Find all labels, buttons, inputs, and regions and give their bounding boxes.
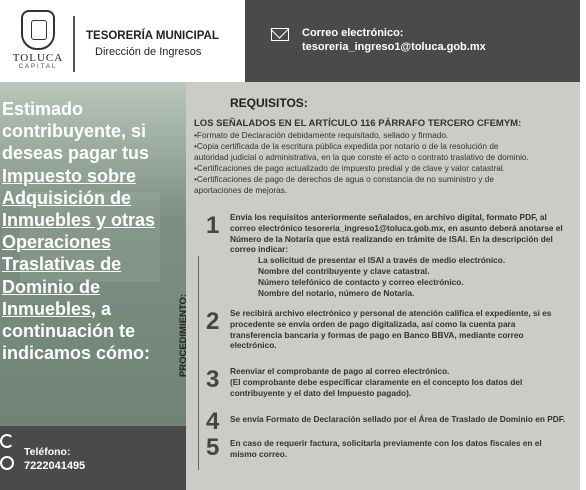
step-text (230, 414, 580, 425)
intro-text (2, 98, 186, 364)
step-number: 4 (206, 408, 220, 435)
phone-footer (0, 426, 186, 490)
info-panel (178, 82, 580, 490)
step-line: (El comprobante debe especificar claramente en el concepto los datos del (230, 376, 523, 387)
logo-subtitle: CAPITAL (18, 64, 58, 70)
procedure-label: PROCEDIMIENTO: (178, 293, 190, 378)
department-subtitle: Dirección de Ingresos (95, 46, 202, 58)
intro-line (2, 298, 186, 320)
department-title: TESORERÍA MUNICIPAL (86, 30, 219, 42)
step-text (230, 308, 580, 351)
requirement-item: •Certificaciones de pago actualizado de impuesto predial y de clave y valor catastral. (194, 163, 505, 173)
header-contact (245, 0, 580, 82)
page-header (0, 0, 580, 82)
city-seal-icon (21, 10, 55, 50)
intro-line: Estimado (2, 99, 84, 119)
step-line: En caso de requerir factura, solicitarla previamente con los datos fiscales en el (230, 438, 542, 448)
step-line: mismo correo. (230, 448, 288, 459)
intro-line: Adquisición de (2, 187, 132, 208)
requirement-item: •Formato de Declaración debidamente requisitado, sellado y firmado. (194, 130, 449, 140)
step-line: procedente se envía orden de pago digitalizada, así como la cuenta para (230, 318, 516, 329)
requirements-subtitle: LOS SEÑALADOS EN EL ARTÍCULO 116 PÁRRAFO TERCERO CFEMYM: (194, 118, 522, 129)
email-address[interactable]: tesoreria_ingreso1@toluca.gob.mx (302, 41, 486, 53)
intro-line: Inmuebles y otras (2, 210, 156, 231)
requirements-title: REQUISITOS: (230, 96, 308, 110)
step-number: 1 (206, 212, 220, 239)
toluca-logo (10, 10, 66, 76)
intro-line: Impuesto sobre (2, 165, 137, 186)
requirement-item: •Copia certificada de la escritura pública expedida por notario o de la resolución de (194, 141, 499, 151)
step-text (230, 366, 580, 398)
email-label: Correo electrónico: (302, 27, 404, 39)
requirement-item: autoridad judicial o administrativa, en la que conste el acto o contrato traslativo de dominio. (194, 152, 529, 162)
step-subline: Número telefónico de contacto y correo electrónico. (258, 276, 464, 287)
logo-name: TOLUCA (12, 52, 64, 64)
step-line: contribuyente y el dato del Impuesto pagado). (230, 387, 412, 398)
step-subline: Nombre del contribuyente y clave catastral. (258, 265, 430, 276)
procedure-divider (198, 256, 199, 470)
step-number: 3 (206, 366, 220, 393)
step-line: Envía los requisitos anteriormente señalados, en archivo digital, formato PDF, al (230, 212, 547, 222)
step-line: transferencia bancaria y formas de pago en Banco BBVA, mediante correo (230, 329, 524, 340)
step-text (230, 438, 580, 460)
intro-line-underlined: Inmuebles, (2, 298, 97, 319)
step-number: 5 (206, 434, 220, 461)
step-line: electrónico. (230, 340, 277, 351)
step-line: correo indicar: (230, 244, 289, 255)
intro-line: Dominio de (2, 276, 100, 297)
whatsapp-icon (0, 456, 14, 470)
intro-line: Traslativas de (2, 254, 122, 275)
phone-label: Teléfono: (24, 446, 71, 458)
step-number: 2 (206, 308, 220, 335)
requirements-list (194, 130, 586, 196)
intro-panel (0, 82, 186, 426)
step-line: Se envía Formato de Declaración sellado por el Área de Traslado de Dominio en PDF. (230, 414, 566, 424)
phone-icon (0, 434, 14, 448)
phone-number[interactable]: 7222041495 (24, 460, 86, 472)
step-line: Se recibirá archivo electrónico y personal de atención califica el expediente, si es (230, 308, 552, 318)
step-line: Reenviar el comprobante de pago al correo electrónico. (230, 366, 450, 376)
intro-line: Operaciones (2, 232, 112, 253)
intro-line: indicamos cómo: (2, 343, 151, 364)
requirement-item: •Certificaciones de pago de derechos de agua o constancia de no suministro y de (194, 174, 494, 184)
intro-line-tail: a (96, 298, 112, 319)
header-divider (73, 16, 75, 72)
step-subline: La solicitud de presentar el ISAI a través de medio electrónico. (258, 255, 506, 266)
envelope-icon (271, 28, 289, 41)
step-subline: Nombre del notario, número de Notaría. (258, 287, 415, 298)
step-text (230, 212, 580, 298)
intro-line: deseas pagar tus (2, 143, 150, 164)
step-line: Número de la Notaría que está realizando en trámite de ISAI. En la descripción del (230, 233, 553, 244)
intro-line: continuación te (2, 321, 136, 342)
step-line: correo electrónico tesoreria_ingreso1@toluca.gob.mx, en asunto deberá anotarse el (230, 222, 563, 233)
intro-line: contribuyente, si (2, 121, 147, 142)
header-branding (0, 0, 245, 82)
requirement-item: aportaciones de mejoras. (194, 185, 288, 195)
